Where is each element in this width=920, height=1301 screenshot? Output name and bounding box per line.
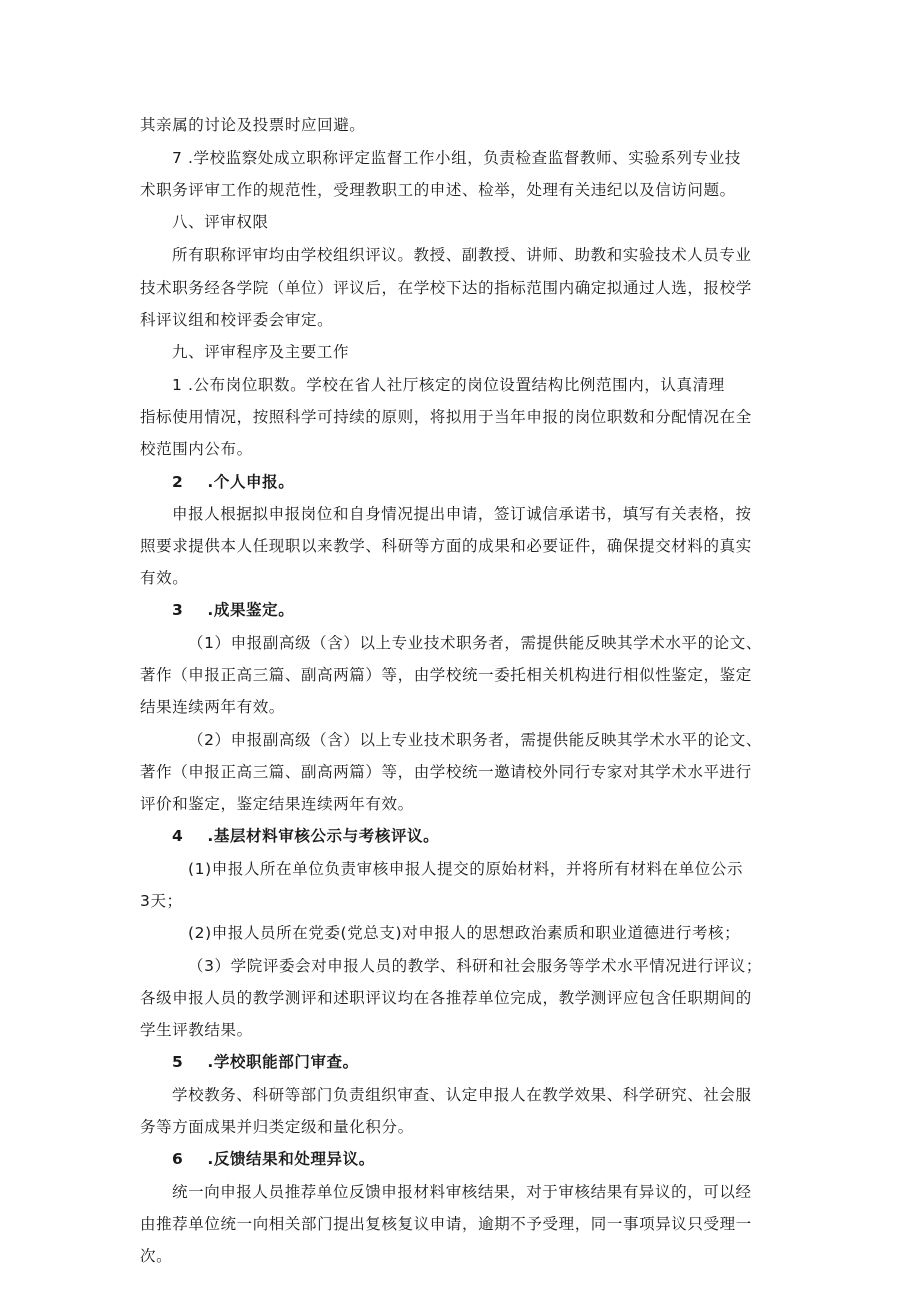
text-line: 1 .公布岗位职数。学校在省人社厅核定的岗位设置结构比例范围内，认真清理 — [172, 376, 725, 394]
text-line: 著作（申报正高三篇、副高两篇）等，由学校统一邀请校外同行专家对其学术水平进行 — [140, 763, 752, 781]
section-heading: 九、评审程序及主要工作 — [172, 343, 350, 361]
item-heading: 4 .基层材料审核公示与考核评议。 — [172, 827, 440, 845]
item-heading: 3 .成果鉴定。 — [172, 601, 295, 619]
text-line: 其亲属的讨论及投票时应回避。 — [140, 116, 366, 134]
text-line: 科评议组和校评委会审定。 — [140, 311, 334, 329]
item-heading: 2 .个人申报。 — [172, 473, 295, 491]
text-line: 7 .学校监察处成立职称评定监督工作小组，负责检查监督教师、实验系列专业技 — [172, 149, 741, 167]
text-line: 照要求提供本人任现职以来教学、科研等方面的成果和必要证件，确保提交材料的真实 — [140, 537, 752, 555]
text-line: 务等方面成果并归类定级和量化积分。 — [140, 1118, 414, 1136]
text-line: 3天； — [140, 892, 183, 910]
text-line: 申报人根据拟申报岗位和自身情况提出申请，签订诚信承诺书，填写有关表格，按 — [172, 505, 752, 523]
text-line: 各级申报人员的教学测评和述职评议均在各推荐单位完成，教学测评应包含任职期间的 — [140, 989, 752, 1007]
text-line: 结果连续两年有效。 — [140, 698, 285, 716]
text-line: (2)申报人员所在党委(党总支)对申报人的思想政治素质和职业道德进行考核； — [188, 924, 741, 942]
text-line: 技术职务经各学院（单位）评议后，在学校下达的指标范围内确定拟通过人选，报校学 — [140, 279, 752, 297]
text-line: 学生评教结果。 — [140, 1021, 253, 1039]
text-line: （1）申报副高级（含）以上专业技术职务者，需提供能反映其学术水平的论文、 — [188, 634, 762, 652]
item-heading: 5 .学校职能部门审查。 — [172, 1053, 359, 1071]
text-line: 学校教务、科研等部门负责组织审查、认定申报人在教学效果、科学研究、社会服 — [172, 1086, 752, 1104]
text-line: 术职务评审工作的规范性，受理教职工的申述、检举，处理有关违纪以及信访问题。 — [140, 181, 736, 199]
text-line: 评价和鉴定，鉴定结果连续两年有效。 — [140, 795, 414, 813]
text-line: 著作（申报正高三篇、副高两篇）等，由学校统一委托相关机构进行相似性鉴定，鉴定 — [140, 666, 752, 684]
text-line: （2）申报副高级（含）以上专业技术职务者，需提供能反映其学术水平的论文、 — [188, 731, 762, 749]
text-line: 有效。 — [140, 569, 189, 587]
item-heading: 6 .反馈结果和处理异议。 — [172, 1150, 375, 1168]
section-heading: 八、评审权限 — [172, 213, 269, 231]
text-line: 次。 — [140, 1247, 173, 1265]
text-line: 指标使用情况，按照科学可持续的原则，将拟用于当年申报的岗位职数和分配情况在全 — [140, 408, 752, 426]
text-line: 统一向申报人员推荐单位反馈申报材料审核结果，对于审核结果有异议的，可以经 — [172, 1183, 752, 1201]
text-line: 由推荐单位统一向相关部门提出复核复议申请，逾期不予受理，同一事项异议只受理一 — [140, 1215, 752, 1233]
text-line: 校范围内公布。 — [140, 440, 253, 458]
text-line: 所有职称评审均由学校组织评议。教授、副教授、讲师、助教和实验技术人员专业 — [172, 246, 752, 264]
text-line: (1)申报人所在单位负责审核申报人提交的原始材料，并将所有材料在单位公示 — [188, 860, 744, 878]
text-line: （3）学院评委会对申报人员的教学、科研和社会服务等学术水平情况进行评议； — [188, 957, 762, 975]
